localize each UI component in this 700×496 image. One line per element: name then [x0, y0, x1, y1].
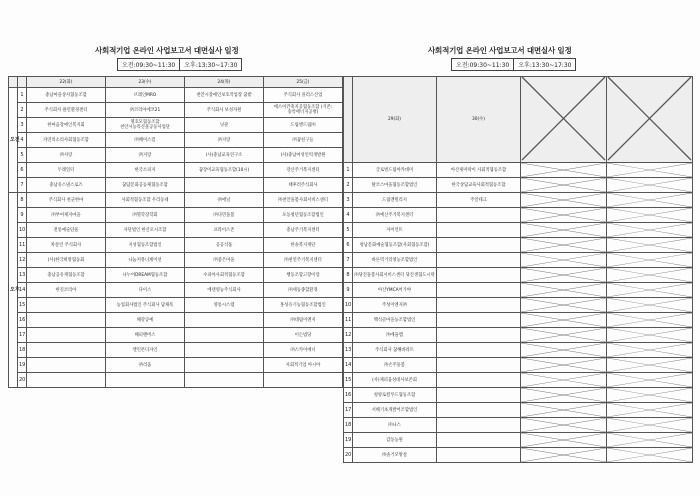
row-number: 18: [18, 343, 27, 358]
schedule-cell: 충남유스낸스로즈: [27, 178, 106, 193]
schedule-cell: 수피아사회적협동조합: [185, 268, 264, 283]
crossed-out-cell: [607, 178, 693, 193]
schedule-cell: 브레인MRO: [106, 88, 185, 103]
table-row: [9, 208, 343, 223]
table-row: [9, 268, 343, 283]
table-row: [9, 148, 343, 163]
schedule-cell: ㈜해이스컴: [106, 133, 185, 148]
row-number: 20: [344, 448, 353, 463]
table-row: [9, 118, 343, 133]
right-title: 사회적기업 온라인 사업보고서 대면실사 일정: [428, 46, 572, 55]
schedule-cell: [437, 268, 521, 283]
row-number: 17: [344, 403, 353, 418]
schedule-cell: 자연의소리사회협동조합: [27, 133, 106, 148]
schedule-cell: 드림앤빌리지: [353, 193, 437, 208]
schedule-cell: 아산YMCA어가야: [353, 283, 437, 298]
day-header: 23(수): [106, 77, 185, 88]
schedule-cell: ㈜세동종합환경: [264, 283, 343, 298]
row-number: 7: [344, 253, 353, 268]
schedule-cell: [264, 373, 343, 388]
schedule-cell: 주식회사 보성자원: [185, 103, 264, 118]
schedule-cell: ㈜천연주거복지센터: [264, 253, 343, 268]
schedule-cell: 글로벌드림아카데미: [353, 163, 437, 178]
crossed-out-cell: [607, 77, 693, 163]
schedule-cell: [27, 328, 106, 343]
schedule-cell: ㈜지랑: [185, 133, 264, 148]
schedule-cell: 꿈장이교육협동조합(10시): [185, 163, 264, 178]
schedule-cell: [185, 358, 264, 373]
schedule-cell: [437, 373, 521, 388]
schedule-cell: ㈜손주돌봄: [353, 358, 437, 373]
crossed-out-cell: [607, 208, 693, 223]
schedule-cell: [437, 223, 521, 238]
row-number: 15: [344, 373, 353, 388]
schedule-cell: ㈜에듈렘: [353, 328, 437, 343]
row-number: 13: [18, 268, 27, 283]
period-am-label: 오전: [9, 88, 18, 193]
left-header-row: [9, 77, 343, 88]
table-row: [9, 298, 343, 313]
schedule-cell: [437, 328, 521, 343]
schedule-cell: 주식회사 플러스산업: [264, 88, 343, 103]
schedule-cell: ㈜좋은마을: [185, 253, 264, 268]
crossed-out-cell: [607, 373, 693, 388]
schedule-cell: 주식회사 꿈해바라트: [353, 343, 437, 358]
schedule-cell: ㈜솔거모방살: [353, 448, 437, 463]
schedule-cell: [185, 328, 264, 343]
schedule-cell: ㈜천안돌봄사회서비스센터: [264, 193, 343, 208]
schedule-cell: 이든법당: [264, 328, 343, 343]
schedule-cell: ㈜애닐: [185, 193, 264, 208]
legend-pm: 오후:13:30~17:30: [513, 59, 575, 70]
crossed-out-cell: [521, 208, 607, 223]
schedule-cell: 충남마을상사협동조합: [27, 88, 106, 103]
table-row: [344, 193, 693, 208]
crossed-out-cell: [607, 253, 693, 268]
schedule-cell: 꿈담문화공동체협동조합: [106, 178, 185, 193]
schedule-cell: [27, 373, 106, 388]
schedule-cell: (사)충남여성인력개발원: [264, 148, 343, 163]
crossed-out-cell: [607, 298, 693, 313]
table-row: [344, 253, 693, 268]
schedule-cell: (사)충남교육연구소: [185, 148, 264, 163]
crossed-out-cell: [607, 328, 693, 343]
schedule-cell: [27, 313, 106, 328]
row-number: 16: [18, 313, 27, 328]
row-number: 10: [344, 298, 353, 313]
table-row: [9, 328, 343, 343]
table-row: [344, 208, 693, 223]
legend-am: 오전:09:30~11:30: [122, 62, 176, 69]
schedule-cell: [27, 298, 106, 313]
schedule-cell: 한마음장애인복지회: [27, 118, 106, 133]
schedule-cell: ㈜대림이엔지: [264, 313, 343, 328]
crossed-out-cell: [607, 388, 693, 403]
schedule-cell: 주알테크: [437, 193, 521, 208]
schedule-cell: [27, 343, 106, 358]
day-header: 22(화): [27, 77, 106, 88]
right-header-row: [344, 77, 693, 163]
row-number: 11: [18, 238, 27, 253]
crossed-out-cell: [607, 268, 693, 283]
row-number: 20: [18, 373, 27, 388]
schedule-cell: 주식회사 천군한마: [27, 193, 106, 208]
left-time-legend: [117, 58, 242, 71]
row-number: 9: [18, 208, 27, 223]
row-number: 8: [18, 193, 27, 208]
crossed-out-cell: [607, 313, 693, 328]
schedule-cell: 천안시장애인보호작업장 꿈밭: [185, 88, 264, 103]
schedule-cell: 명호모협동조합 천안시농특산물공동사업단: [106, 118, 185, 133]
crossed-out-cell: [607, 163, 693, 178]
schedule-cell: ㈜나스: [353, 418, 437, 433]
schedule-cell: 충남공유재협동조합: [27, 268, 106, 283]
crossed-out-cell: [607, 448, 693, 463]
crossed-out-cell: [521, 328, 607, 343]
schedule-cell: 차살린 주식회사: [27, 238, 106, 253]
schedule-cell: [437, 283, 521, 298]
schedule-cell: 한길코리아: [27, 283, 106, 298]
schedule-cell: 주식회사 클린환경센터: [27, 103, 106, 118]
schedule-cell: 지성협동조합법인: [106, 238, 185, 253]
schedule-cell: ㈜지랑: [106, 148, 185, 163]
row-number: 3: [18, 118, 27, 133]
schedule-cell: ㈜사랑: [27, 148, 106, 163]
table-row: [344, 403, 693, 418]
schedule-cell: 에덴영농주식회사: [185, 283, 264, 298]
table-row: [9, 163, 343, 178]
schedule-cell: ㈜코리아에코21: [106, 103, 185, 118]
crossed-out-cell: [607, 403, 693, 418]
schedule-cell: 에스이건축지공협동조합 (기존:송악에너지공방): [264, 103, 343, 118]
schedule-cell: 농업회사법인 주식회사 담채록: [106, 298, 185, 313]
table-row: [344, 223, 693, 238]
schedule-cell: 해강공예: [106, 313, 185, 328]
schedule-cell: ㈜예산주거복지센터: [353, 208, 437, 223]
table-row: [344, 283, 693, 298]
crossed-out-cell: [521, 163, 607, 178]
schedule-cell: ㈜리움: [106, 358, 185, 373]
schedule-cell: [437, 313, 521, 328]
crossed-out-cell: [521, 77, 607, 163]
crossed-out-cell: [521, 238, 607, 253]
schedule-cell: [437, 253, 521, 268]
row-number: 13: [344, 343, 353, 358]
row-number: 9: [344, 283, 353, 298]
day-header: 29(화): [353, 77, 437, 163]
crossed-out-cell: [521, 418, 607, 433]
schedule-cell: ㈜부여제지마을: [27, 208, 106, 223]
schedule-cell: ㈜명학장학회: [106, 208, 185, 223]
table-row: [344, 448, 693, 463]
table-row: [9, 343, 343, 358]
table-row: [9, 373, 343, 388]
table-row: [344, 313, 693, 328]
row-number: 12: [344, 328, 353, 343]
schedule-cell: [437, 388, 521, 403]
schedule-cell: [185, 313, 264, 328]
day-header: 30(수): [437, 77, 521, 163]
schedule-cell: 백석골마을농조합법인: [353, 313, 437, 328]
row-number: 5: [18, 148, 27, 163]
schedule-cell: 바른먹거리영농조합법인: [353, 253, 437, 268]
row-number: 19: [18, 358, 27, 373]
left-schedule-table: [8, 76, 343, 388]
schedule-cell: [437, 238, 521, 253]
row-number: 4: [18, 133, 27, 148]
crossed-out-cell: [607, 358, 693, 373]
crossed-out-cell: [521, 283, 607, 298]
row-number: 5: [344, 223, 353, 238]
table-row: [344, 268, 693, 283]
crossed-out-cell: [521, 193, 607, 208]
left-title: 사회적기업 온라인 사업보고서 대면실사 일정: [95, 46, 239, 55]
crossed-out-cell: [521, 253, 607, 268]
row-number: 16: [344, 388, 353, 403]
row-number: 8: [344, 268, 353, 283]
table-row: [9, 238, 343, 253]
schedule-cell: 넝쿨: [185, 118, 264, 133]
schedule-cell: 사단법인 한산모시조합: [106, 223, 185, 238]
schedule-cell: [437, 433, 521, 448]
row-number: 2: [18, 103, 27, 118]
schedule-cell: 다이스: [106, 283, 185, 298]
crossed-out-cell: [607, 343, 693, 358]
schedule-cell: 주성이엔지㈜: [353, 298, 437, 313]
schedule-cell: 한솔복지재단: [264, 238, 343, 253]
crossed-out-cell: [521, 268, 607, 283]
crossed-out-cell: [521, 433, 607, 448]
table-row: [344, 373, 693, 388]
row-number: 10: [18, 223, 27, 238]
schedule-cell: 드림앤드림㈜: [264, 118, 343, 133]
table-row: [9, 193, 343, 208]
day-header: 24(목): [185, 77, 264, 88]
table-row: [9, 253, 343, 268]
legend-am: 오전:09:30~11:30: [456, 62, 510, 69]
row-number: 6: [18, 163, 27, 178]
schedule-cell: [437, 418, 521, 433]
table-row: [344, 418, 693, 433]
table-row: [9, 88, 343, 103]
row-number: 4: [344, 208, 353, 223]
schedule-cell: [27, 358, 106, 373]
schedule-cell: 한국상담교육사회적협동조합: [437, 178, 521, 193]
row-number: 14: [344, 358, 353, 373]
legend-pm: 오후:13:30~17:30: [179, 59, 241, 70]
table-row: [9, 358, 343, 373]
schedule-cell: [437, 403, 521, 418]
crossed-out-cell: [521, 343, 607, 358]
schedule-cell: [185, 373, 264, 388]
table-row: [344, 343, 693, 358]
schedule-cell: ㈜다민돌봄: [185, 208, 264, 223]
table-row: [9, 223, 343, 238]
schedule-cell: 엘린폰디자인: [106, 343, 185, 358]
crossed-out-cell: [521, 178, 607, 193]
crossed-out-cell: [607, 433, 693, 448]
crossed-out-cell: [521, 403, 607, 418]
row-number: 14: [18, 283, 27, 298]
table-row: [9, 283, 343, 298]
right-schedule-table: [343, 76, 693, 463]
row-number: 3: [344, 193, 353, 208]
schedule-cell: 두레일터: [27, 163, 106, 178]
schedule-cell: 영통시스템: [185, 298, 264, 313]
row-number: 17: [18, 328, 27, 343]
schedule-cell: [437, 343, 521, 358]
day-header: 25(금): [264, 77, 343, 88]
crossed-out-cell: [521, 388, 607, 403]
row-number: 1: [344, 163, 353, 178]
crossed-out-cell: [607, 223, 693, 238]
crossed-out-cell: [607, 283, 693, 298]
schedule-cell: 사회적기업 아시아: [264, 358, 343, 373]
schedule-cell: 아산제미락이 사회적협동조합: [437, 163, 521, 178]
schedule-cell: ㈜스카이에너: [264, 343, 343, 358]
schedule-cell: 포동청년협동조합법인: [264, 208, 343, 223]
table-row: [9, 133, 343, 148]
crossed-out-cell: [521, 358, 607, 373]
row-number: 15: [18, 298, 27, 313]
row-number: 11: [344, 313, 353, 328]
schedule-cell: 행동조합고향이랑: [264, 268, 343, 283]
schedule-cell: 감동농원: [353, 433, 437, 448]
schedule-cell: [106, 373, 185, 388]
table-row: [9, 103, 343, 118]
schedule-cell: 해피랜버스: [106, 328, 185, 343]
schedule-cell: 전통예술단울: [27, 223, 106, 238]
table-row: [344, 238, 693, 253]
schedule-cell: 프라이스존: [185, 223, 264, 238]
schedule-cell: 공공식품: [185, 238, 264, 253]
row-number: 19: [344, 433, 353, 448]
schedule-cell: [437, 298, 521, 313]
schedule-cell: 나눔커뮤니케이션: [106, 253, 185, 268]
period-pm-label: 오후: [9, 193, 18, 388]
schedule-cell: 한국소피지: [106, 163, 185, 178]
table-row: [344, 178, 693, 193]
schedule-cell: 홍성유기농협동조합법인: [264, 298, 343, 313]
row-number: 7: [18, 178, 27, 193]
schedule-cell: 태후러주식회사: [264, 178, 343, 193]
schedule-cell: (사)한국희망협동회: [27, 253, 106, 268]
crossed-out-cell: [521, 373, 607, 388]
crossed-out-cell: [521, 313, 607, 328]
schedule-cell: 자이언트: [353, 223, 437, 238]
schedule-cell: 청남문화예술협동조합(사회협동조합): [353, 238, 437, 253]
schedule-cell: 나누어DREAM협동조합: [106, 268, 185, 283]
crossed-out-cell: [607, 418, 693, 433]
crossed-out-cell: [521, 223, 607, 238]
schedule-cell: ㈜당진돌봄사회서비스센터 당진생협도시락: [353, 268, 437, 283]
schedule-cell: [185, 178, 264, 193]
schedule-cell: [185, 343, 264, 358]
schedule-cell: ㈜꿈친구들: [264, 133, 343, 148]
table-row: [9, 313, 343, 328]
table-row: [344, 298, 693, 313]
schedule-cell: 서해기초개발어조합법인: [353, 403, 437, 418]
schedule-cell: 청양로컬푸드협동조합: [353, 388, 437, 403]
schedule-cell: [437, 448, 521, 463]
row-number: 18: [344, 418, 353, 433]
schedule-cell: [437, 208, 521, 223]
schedule-cell: (사)제피움성대사보존회: [353, 373, 437, 388]
crossed-out-cell: [521, 448, 607, 463]
schedule-cell: 탈코스마을협동조합법인: [353, 178, 437, 193]
row-number: 2: [344, 178, 353, 193]
crossed-out-cell: [607, 238, 693, 253]
crossed-out-cell: [607, 193, 693, 208]
table-row: [344, 358, 693, 373]
row-number: 1: [18, 88, 27, 103]
crossed-out-cell: [521, 298, 607, 313]
table-row: [9, 178, 343, 193]
schedule-cell: [437, 358, 521, 373]
right-time-legend: [451, 58, 576, 71]
table-row: [344, 433, 693, 448]
row-number: 6: [344, 238, 353, 253]
table-row: [344, 163, 693, 178]
table-row: [344, 328, 693, 343]
row-number: 12: [18, 253, 27, 268]
table-row: [344, 388, 693, 403]
schedule-cell: 충남주거복지센터: [264, 223, 343, 238]
schedule-cell: 사회적협동조합 우리동네: [106, 193, 185, 208]
schedule-cell: 강산주거복지센터: [264, 163, 343, 178]
